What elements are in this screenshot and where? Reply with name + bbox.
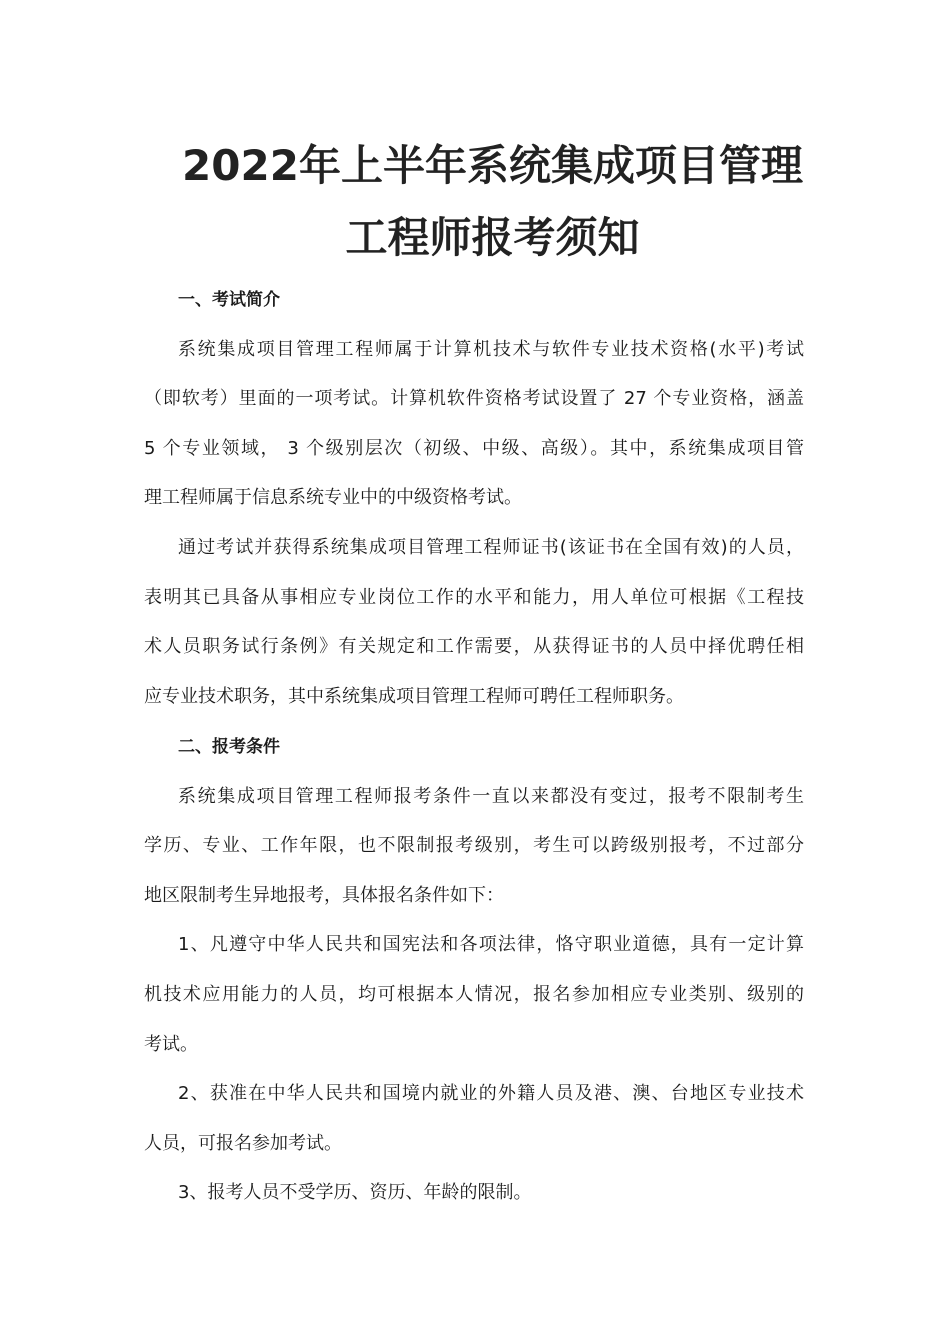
paragraph-line: 系统集成项目管理工程师报考条件一直以来都没有变过，报考不限制考生	[178, 786, 804, 807]
paragraph-line: 通过考试并获得系统集成项目管理工程师证书(该证书在全国有效)的人员，	[178, 537, 804, 558]
list-item-line: 考试。	[144, 1034, 198, 1055]
page-title-line-2: 工程师报考须知	[345, 213, 640, 262]
list-item-line: 人员，可报名参加考试。	[144, 1133, 342, 1154]
section-heading-requirements: 二、报考条件	[178, 737, 280, 757]
list-item-line: 1、凡遵守中华人民共和国宪法和各项法律，恪守职业道德，具有一定计算	[178, 934, 804, 955]
list-item-line: 2、获准在中华人民共和国境内就业的外籍人员及港、澳、台地区专业技术	[178, 1083, 804, 1104]
paragraph-line: 地区限制考生异地报考，具体报名条件如下：	[144, 885, 504, 906]
section-heading-intro: 一、考试简介	[178, 290, 280, 310]
paragraph-line: 术人员职务试行条例》有关规定和工作需要，从获得证书的人员中择优聘任相	[144, 636, 804, 657]
list-item-line: 机技术应用能力的人员，均可根据本人情况，报名参加相应专业类别、级别的	[144, 984, 804, 1005]
list-item-line: 3、报考人员不受学历、资历、年龄的限制。	[178, 1182, 532, 1203]
paragraph-line: （即软考）里面的一项考试。计算机软件资格考试设置了 27 个专业资格，涵盖	[144, 388, 804, 409]
paragraph-line: 系统集成项目管理工程师属于计算机技术与软件专业技术资格(水平)考试	[178, 339, 804, 360]
paragraph-line: 表明其已具备从事相应专业岗位工作的水平和能力，用人单位可根据《工程技	[144, 587, 804, 608]
paragraph-line: 应专业技术职务，其中系统集成项目管理工程师可聘任工程师职务。	[144, 686, 684, 707]
page-title-line-1: 2022年上半年系统集成项目管理	[182, 141, 803, 190]
paragraph-line: 理工程师属于信息系统专业中的中级资格考试。	[144, 487, 522, 508]
paragraph-line: 5 个专业领域， 3 个级别层次（初级、中级、高级）。其中，系统集成项目管	[144, 438, 804, 459]
paragraph-line: 学历、专业、工作年限，也不限制报考级别，考生可以跨级别报考，不过部分	[144, 835, 804, 856]
